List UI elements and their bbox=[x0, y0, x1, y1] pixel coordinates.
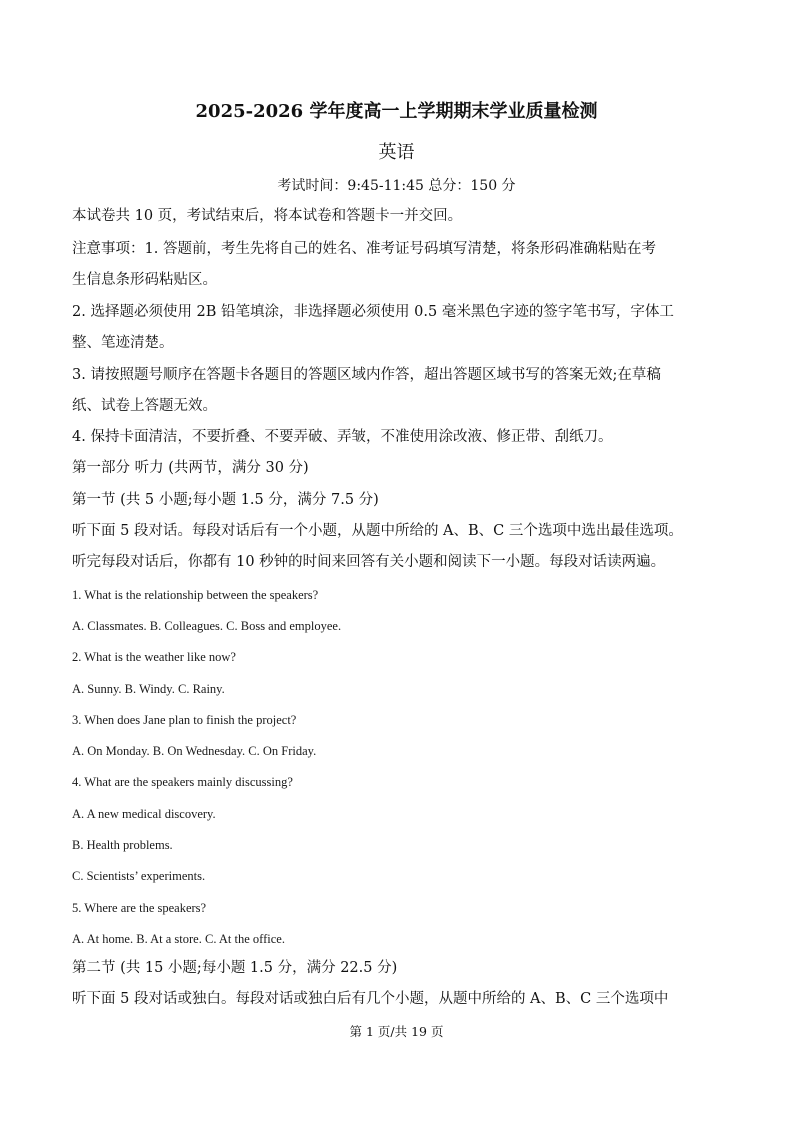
note-line: 3. 请按照题号顺序在答题卡各题目的答题区域内作答，超出答题区域书写的答案无效;在草稿 bbox=[72, 367, 661, 383]
exam-time-and-score: 考试时间：9:45-11:45 总分：150 分 bbox=[277, 178, 516, 194]
question-options: A. On Monday. B. On Wednesday. C. On Friday. bbox=[72, 744, 317, 758]
question-stem: 4. What are the speakers mainly discussing? bbox=[72, 775, 293, 789]
intro-text: 本试卷共 10 页，考试结束后，将本试卷和答题卡一并交回。 bbox=[72, 208, 463, 224]
note-line: 2. 选择题必须使用 2B 铅笔填涂，非选择题必须使用 0.5 毫米黑色字迹的签字笔书写，字体工 bbox=[72, 304, 674, 320]
note-line: 生信息条形码粘贴区。 bbox=[72, 272, 217, 288]
note-line: 注意事项：1. 答题前，考生先将自己的姓名、准考证号码填写清楚，将条形码准确粘贴在考 bbox=[72, 241, 656, 257]
section-one-heading: 第一节 (共 5 小题;每小题 1.5 分，满分 7.5 分) bbox=[72, 492, 379, 508]
question-options: A. Classmates. B. Colleagues. C. Boss and employee. bbox=[72, 619, 342, 633]
note-line: 纸、试卷上答题无效。 bbox=[72, 398, 217, 414]
question-stem: 2. What is the weather like now? bbox=[72, 650, 236, 664]
question-options: B. Health problems. bbox=[72, 838, 173, 852]
note-line: 4. 保持卡面清洁，不要折叠、不要弄破、弄皱，不准使用涂改液、修正带、刮纸刀。 bbox=[72, 429, 613, 445]
question-options: A. Sunny. B. Windy. C. Rainy. bbox=[72, 682, 225, 696]
question-stem: 3. When does Jane plan to finish the project? bbox=[72, 713, 297, 727]
question-options: C. Scientists’ experiments. bbox=[72, 869, 206, 883]
part-one-heading: 第一部分 听力 (共两节，满分 30 分) bbox=[72, 460, 309, 476]
section-two-heading: 第二节 (共 15 小题;每小题 1.5 分，满分 22.5 分) bbox=[72, 960, 398, 976]
question-options: A. A new medical discovery. bbox=[72, 807, 216, 821]
section-one-instruction: 听下面 5 段对话。每段对话后有一个小题，从题中所给的 A、B、C 三个选项中选出最佳选项。 bbox=[72, 523, 683, 539]
question-stem: 5. Where are the speakers? bbox=[72, 901, 207, 915]
question-options: A. At home. B. At a store. C. At the office. bbox=[72, 932, 285, 946]
page-footer: 第 1 页/共 19 页 bbox=[349, 1024, 444, 1039]
exam-title: 2025-2026 学年度高一上学期期末学业质量检测 bbox=[195, 101, 598, 122]
note-line: 整、笔迹清楚。 bbox=[72, 335, 174, 351]
question-stem: 1. What is the relationship between the speakers? bbox=[72, 588, 319, 602]
subject-title: 英语 bbox=[378, 142, 415, 163]
section-two-instruction: 听下面 5 段对话或独白。每段对话或独白后有几个小题，从题中所给的 A、B、C 三个选项中 bbox=[72, 991, 669, 1007]
section-one-instruction: 听完每段对话后，你都有 10 秒钟的时间来回答有关小题和阅读下一小题。每段对话读两遍。 bbox=[72, 554, 666, 570]
